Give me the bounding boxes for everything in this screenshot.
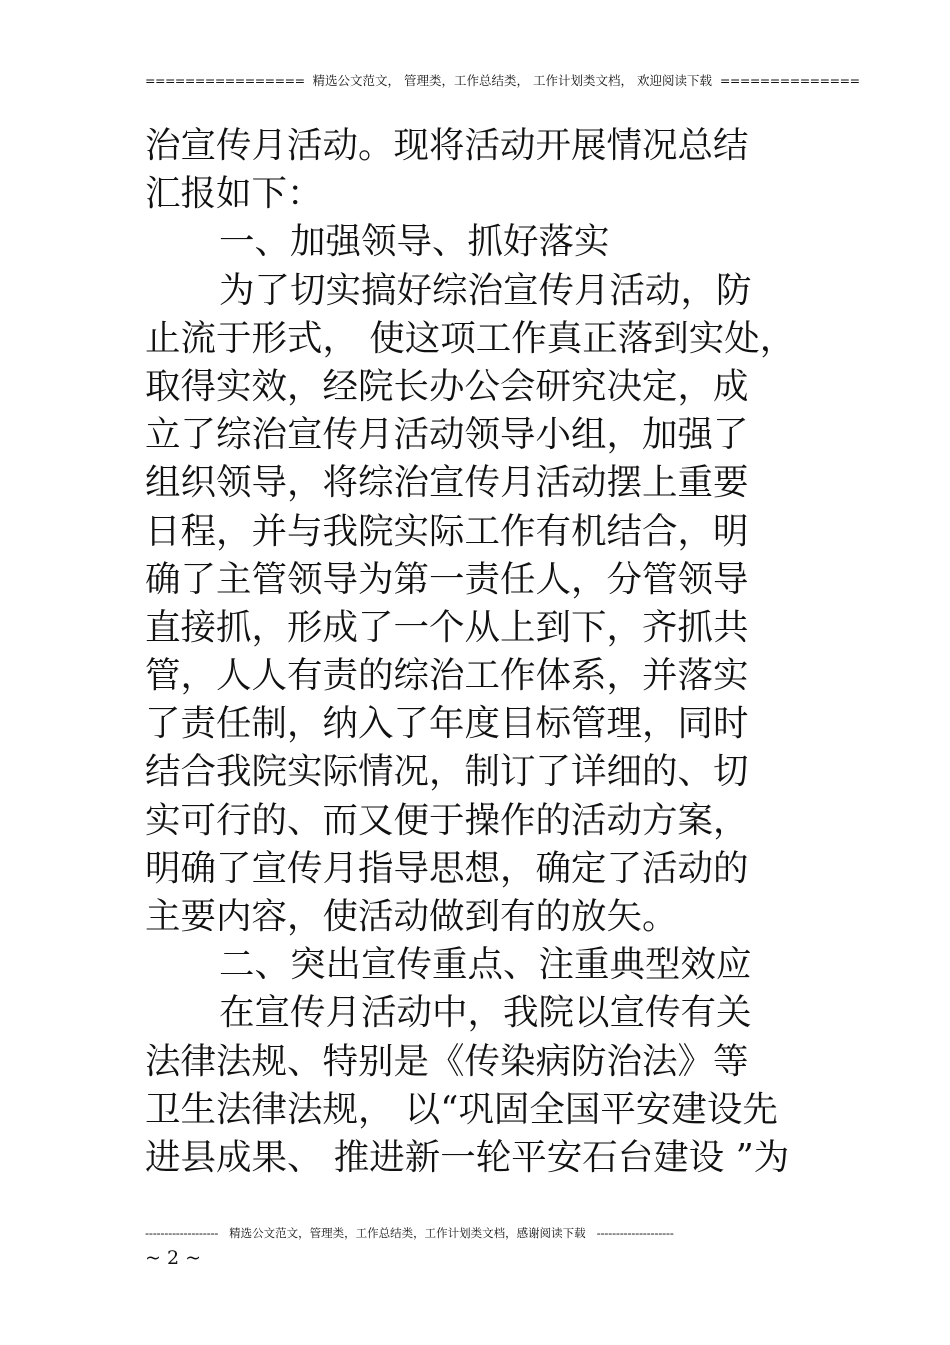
body-line: 立了综治宣传月活动领导小组，加强了 — [145, 414, 749, 456]
page-number: ~ 2 ~ — [145, 1247, 202, 1269]
page-header — [145, 72, 860, 90]
body-line: 结合我院实际情况，制订了详细的、切 — [145, 751, 749, 793]
header-left-rule: ================ — [145, 73, 305, 88]
body-line: 卫生法律法规， 以“巩固全国平安建设先 — [145, 1088, 778, 1130]
body-line: 管，人人有责的综治工作体系，并落实 — [145, 655, 749, 697]
header-text: 精选公文范文， 管理类，工作总结类， 工作计划类文档， 欢迎阅读下载 — [312, 73, 712, 88]
page-footer — [145, 1225, 785, 1241]
paragraph-first-line: 为了切实搞好综治宣传月活动，防 — [219, 269, 752, 311]
body-line: 治宣传月活动。现将活动开展情况总结 — [145, 125, 749, 166]
body-line: 止流于形式， 使这项工作真正落到实处， — [145, 317, 796, 359]
section-heading: 一、加强领导、抓好落实 — [219, 221, 610, 263]
body-line: 进县成果、 推进新一轮平安石台建设 ”为 — [145, 1136, 790, 1178]
body-line: 直接抓，形成了一个从上到下，齐抓共 — [145, 606, 749, 648]
footer-text: 精选公文范文，管理类，工作总结类，工作计划类文档，感谢阅读下载 — [229, 1226, 586, 1240]
body-line: 取得实效，经院长办公会研究决定，成 — [145, 365, 749, 407]
section-heading: 二、突出宣传重点、注重典型效应 — [219, 944, 752, 986]
paragraph-first-line: 在宣传月活动中，我院以宣传有关 — [219, 992, 752, 1034]
body-line: 汇报如下： — [145, 173, 323, 215]
body-line: 了责任制，纳入了年度目标管理，同时 — [145, 703, 749, 745]
body-line: 日程，并与我院实际工作有机结合，明 — [145, 510, 749, 552]
body-line: 法律法规、特别是《传染病防治法》等 — [145, 1040, 749, 1082]
document-body — [145, 122, 825, 1182]
footer-right-rule: -------------------- — [596, 1226, 674, 1240]
footer-left-rule: ------------------- — [145, 1226, 219, 1240]
body-line: 确了主管领导为第一责任人，分管领导 — [145, 558, 749, 600]
body-line: 组织领导，将综治宣传月活动摆上重要 — [145, 462, 749, 504]
body-line: 明确了宣传月指导思想，确定了活动的 — [145, 847, 749, 889]
body-line: 实可行的、而又便于操作的活动方案， — [145, 799, 749, 841]
body-line: 主要内容，使活动做到有的放矢。 — [145, 896, 678, 937]
header-right-rule: ============== — [719, 73, 860, 88]
